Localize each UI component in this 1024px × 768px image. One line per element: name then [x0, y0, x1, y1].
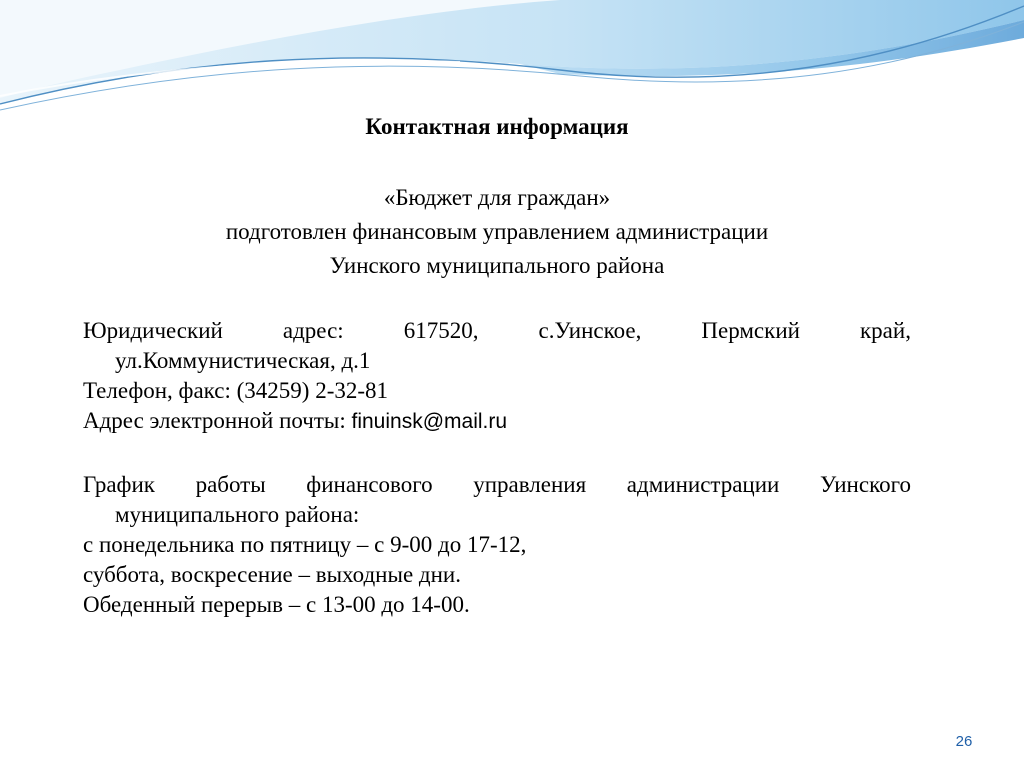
schedule-line-lunch: Обеденный перерыв – с 13-00 до 14-00.	[83, 592, 470, 617]
schedule-word: администрации	[626, 472, 780, 497]
subtitle-line: подготовлен финансовым управлением администрации	[225, 219, 769, 244]
contacts-block	[83, 316, 911, 437]
schedule-heading-continuation: муниципального района:	[115, 502, 360, 527]
subtitle-line: Уинского муниципального района	[329, 253, 665, 278]
phone-line: Телефон, факс: (34259) 2-32-81	[83, 378, 389, 403]
address-line	[83, 316, 911, 346]
subtitle-line: «Бюджет для граждан»	[383, 185, 611, 210]
schedule-heading	[83, 470, 911, 500]
schedule-word: управления	[473, 472, 587, 497]
schedule-block	[83, 470, 911, 620]
schedule-line-weekdays: с понедельника по пятницу – с 9-00 до 17-12,	[83, 532, 527, 557]
page-number: 26	[955, 733, 973, 750]
email-label: Адрес электронной почты:	[83, 408, 352, 433]
schedule-word: финансового	[306, 472, 433, 497]
address-word: 617520,	[403, 318, 479, 343]
address-word: Юридический	[83, 318, 223, 343]
schedule-line-weekend: суббота, воскресение – выходные дни.	[83, 562, 461, 587]
slide-title: Контактная информация	[365, 114, 629, 139]
schedule-word: работы	[195, 472, 266, 497]
header-wave-decoration	[0, 0, 1024, 120]
address-word: с.Уинское,	[538, 318, 642, 343]
address-continuation: ул.Коммунистическая, д.1	[115, 348, 371, 373]
email-address: finuinsk@mail.ru	[351, 410, 508, 433]
schedule-word: Уинского	[819, 472, 911, 497]
subtitle-block	[0, 181, 994, 283]
email-line	[83, 406, 911, 437]
address-word: адрес:	[282, 318, 344, 343]
address-word: Пермский	[701, 318, 800, 343]
schedule-word: График	[83, 472, 155, 497]
address-word: край,	[860, 318, 911, 343]
